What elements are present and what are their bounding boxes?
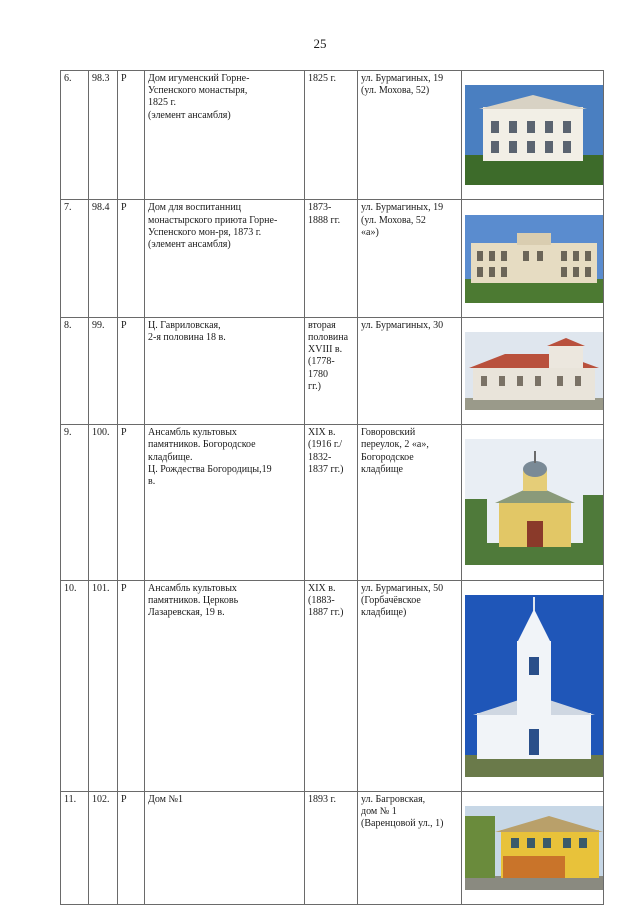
monument-date: 1825 г. <box>305 71 358 200</box>
registry-code: 102. <box>89 791 118 904</box>
monument-name: Ансамбль культовых памятников. Богородское кладбище. Ц. Рождества Богородицы,19 в. <box>145 425 305 580</box>
table-row <box>61 425 604 580</box>
category: Р <box>118 200 145 317</box>
monument-photo <box>465 439 603 565</box>
row-number: 6. <box>61 71 89 200</box>
monuments-table <box>60 70 604 905</box>
registry-code: 99. <box>89 317 118 424</box>
monument-date: XIX в. (1916 г./ 1832- 1837 гг.) <box>305 425 358 580</box>
monument-address: ул. Бурмагиных, 30 <box>358 317 462 424</box>
monument-name: Дом №1 <box>145 791 305 904</box>
registry-code: 98.3 <box>89 71 118 200</box>
registry-code: 101. <box>89 580 118 791</box>
monument-address: Говоровский переулок, 2 «а», Богородское кладбище <box>358 425 462 580</box>
monument-date: вторая половина XVIII в. (1778-1780 гг.) <box>305 317 358 424</box>
photo-cell <box>462 425 604 580</box>
monument-date: XIX в. (1883- 1887 гг.) <box>305 580 358 791</box>
registry-code: 100. <box>89 425 118 580</box>
monument-name: Дом игуменский Горне- Успенского монастыря, 1825 г. (элемент ансамбля) <box>145 71 305 200</box>
monument-date: 1893 г. <box>305 791 358 904</box>
category: Р <box>118 317 145 424</box>
row-number: 9. <box>61 425 89 580</box>
row-number: 7. <box>61 200 89 317</box>
category: Р <box>118 791 145 904</box>
row-number: 11. <box>61 791 89 904</box>
table-row <box>61 791 604 904</box>
category: Р <box>118 425 145 580</box>
monument-name: Ансамбль культовых памятников. Церковь Лазаревская, 19 в. <box>145 580 305 791</box>
table-row <box>61 71 604 200</box>
row-number: 8. <box>61 317 89 424</box>
table-row <box>61 580 604 791</box>
photo-cell <box>462 71 604 200</box>
photo-cell <box>462 200 604 317</box>
table-row <box>61 317 604 424</box>
photo-cell <box>462 580 604 791</box>
monument-photo <box>465 806 603 890</box>
monument-address: ул. Бурмагиных, 19 (ул. Мохова, 52 «а») <box>358 200 462 317</box>
monument-date: 1873- 1888 гг. <box>305 200 358 317</box>
photo-cell <box>462 317 604 424</box>
monument-name: Ц. Гавриловская, 2-я половина 18 в. <box>145 317 305 424</box>
monument-photo <box>465 332 603 410</box>
photo-cell <box>462 791 604 904</box>
category: Р <box>118 580 145 791</box>
table-row <box>61 200 604 317</box>
monument-address: ул. Бурмагиных, 19 (ул. Мохова, 52) <box>358 71 462 200</box>
page-number: 25 <box>313 36 327 51</box>
monument-address: ул. Багровская, дом № 1 (Варенцовой ул., 1) <box>358 791 462 904</box>
category: Р <box>118 71 145 200</box>
row-number: 10. <box>61 580 89 791</box>
monument-photo <box>465 595 603 777</box>
monument-address: ул. Бурмагиных, 50 (Горбачёвское кладбище) <box>358 580 462 791</box>
monument-name: Дом для воспитанниц монастырского приюта Горне- Успенского мон-ря, 1873 г. (элемент ансамбля) <box>145 200 305 317</box>
monument-photo <box>465 215 603 303</box>
registry-code: 98.4 <box>89 200 118 317</box>
monument-photo <box>465 85 603 185</box>
